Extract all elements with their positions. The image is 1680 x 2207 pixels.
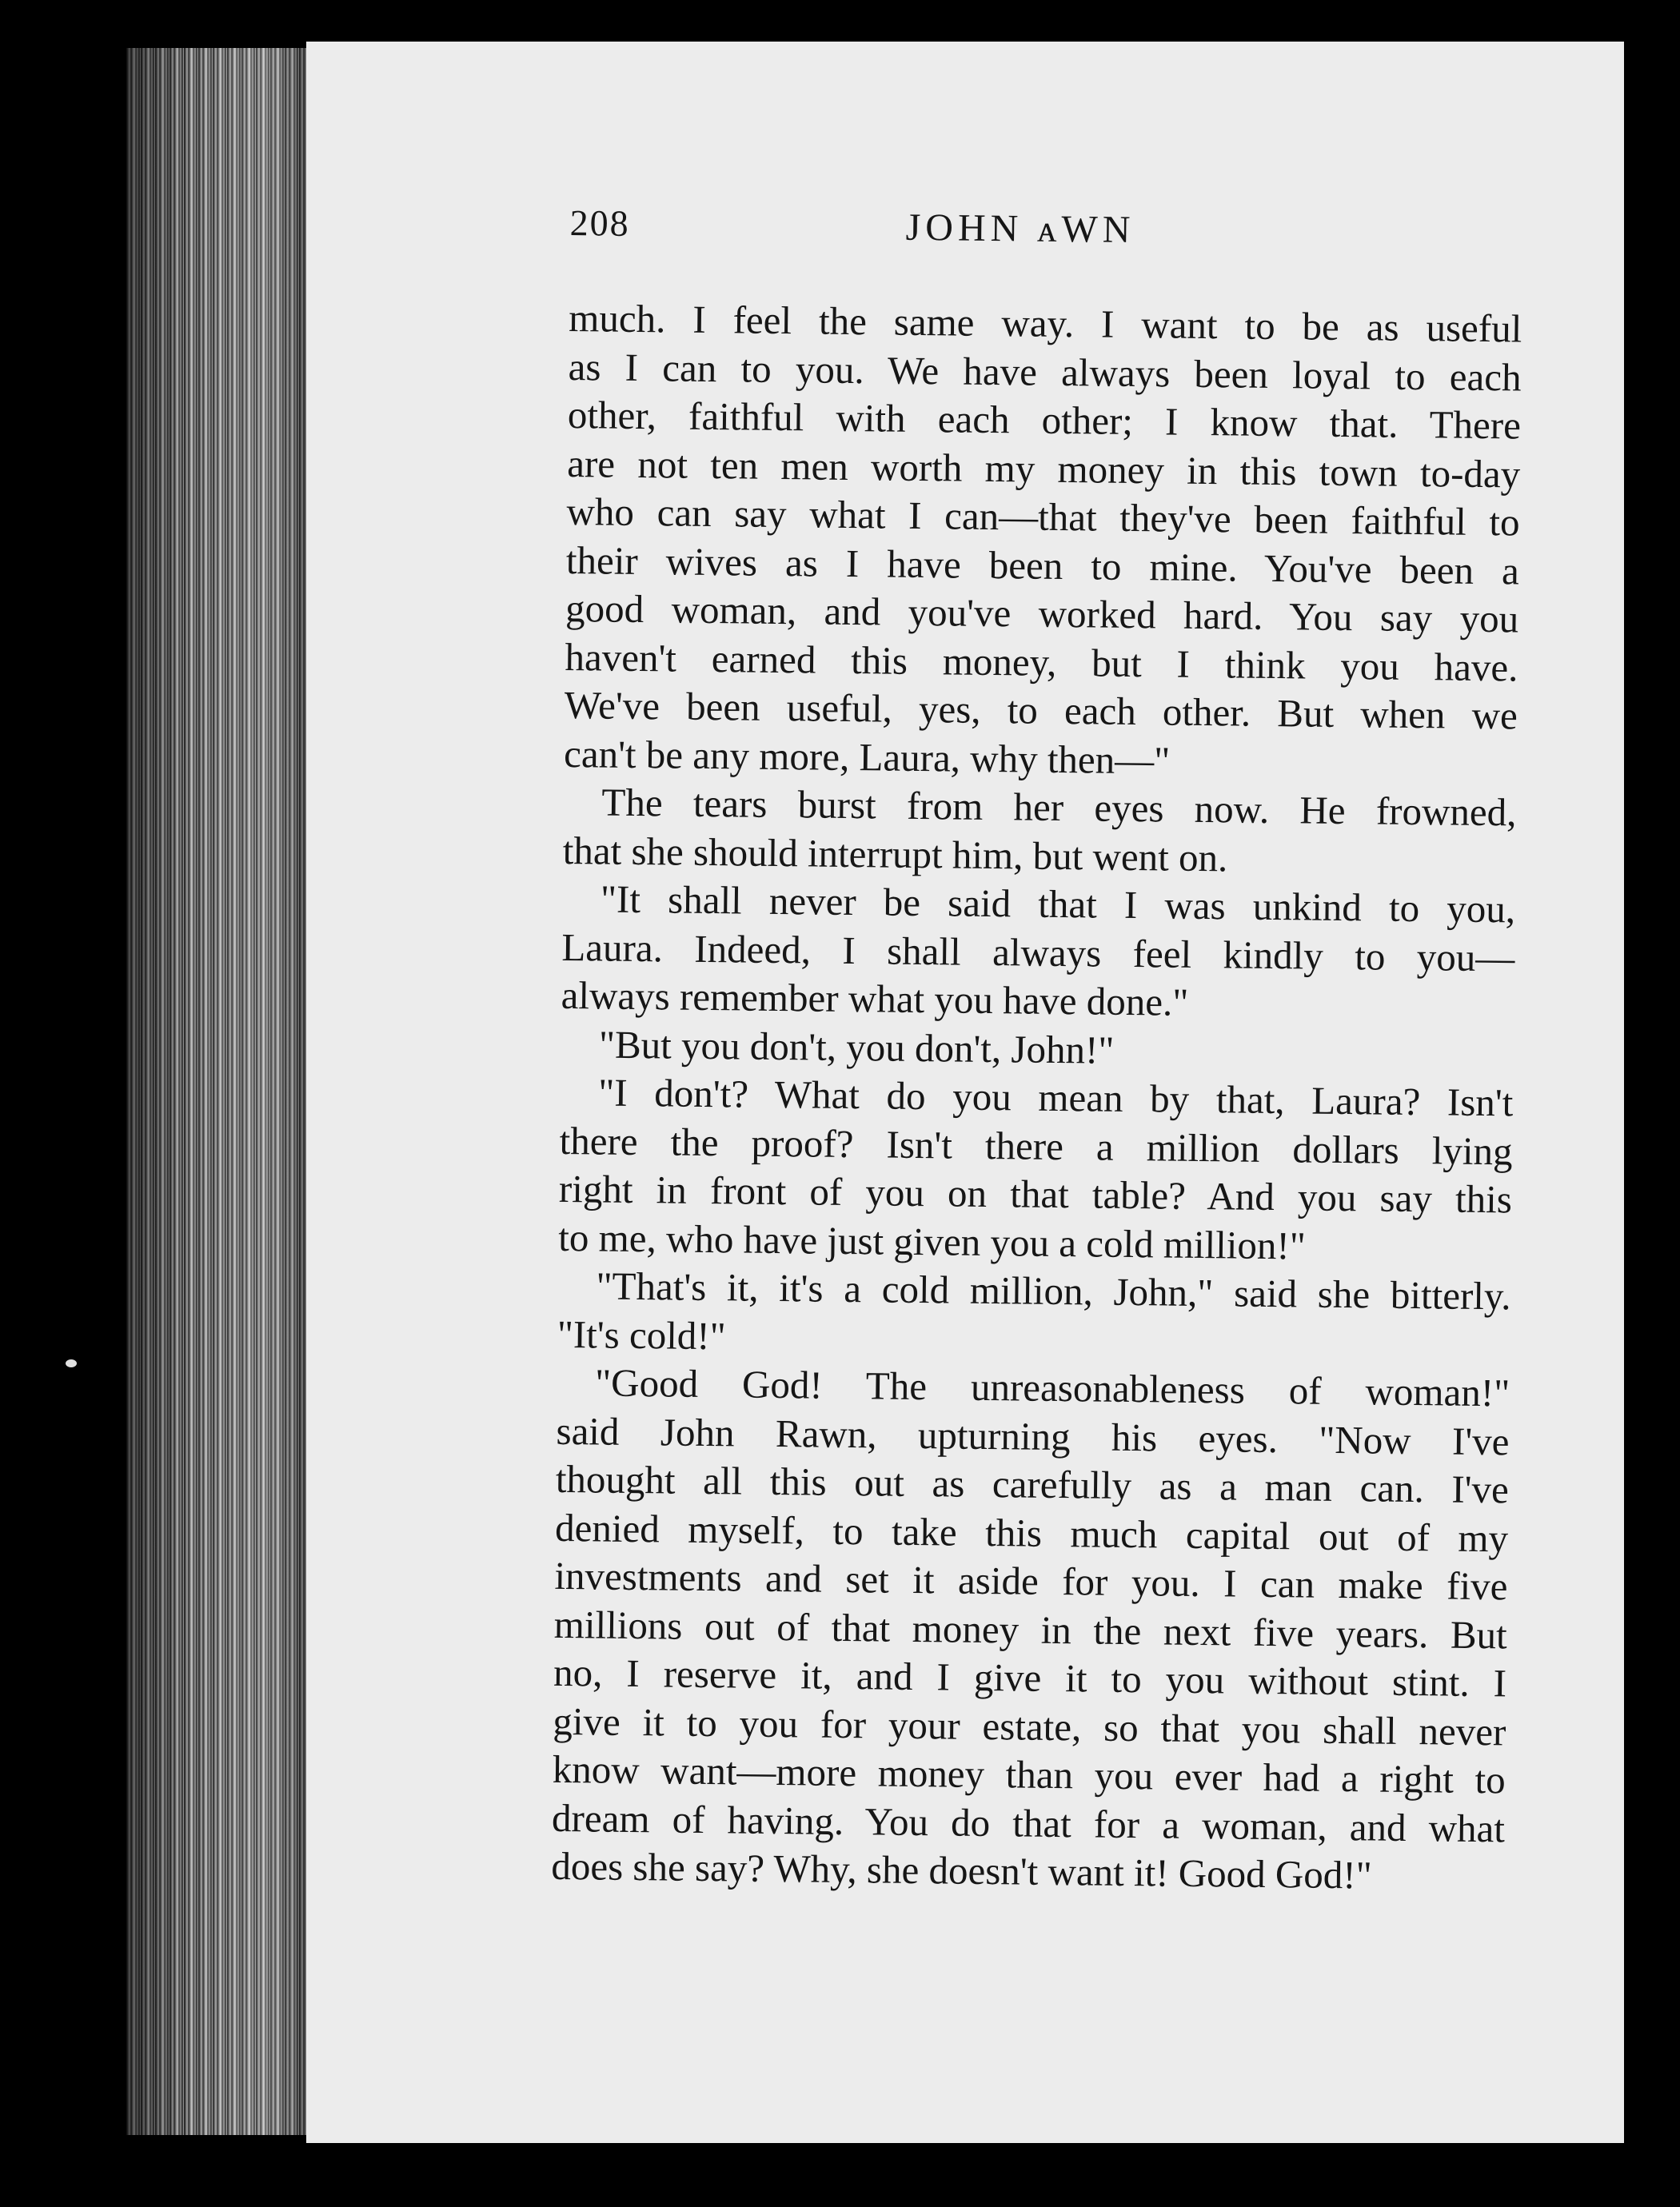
book-page-edges [126, 48, 306, 2135]
text-line: their wives as I have been to mine. You've been a [565, 537, 1520, 593]
paragraph [557, 1262, 1511, 1370]
paragraph [564, 294, 1522, 788]
paragraph [561, 875, 1515, 1031]
text-line: investments and set it aside for you. I can make five [554, 1553, 1508, 1609]
text-line: give it to you for your estate, so that you shall never [553, 1698, 1506, 1754]
text-line: as I can to you. We have always been loyal to each [568, 344, 1522, 400]
paragraph [551, 1359, 1510, 1902]
text-line: "But you don't, you don't, John!" [598, 1021, 1115, 1072]
text-line: always remember what you have done." [561, 972, 1189, 1024]
text-line: know want—more money than you ever had a right to [552, 1746, 1506, 1802]
text-line: can't be any more, Laura, why then—" [563, 731, 1171, 783]
page-content [551, 202, 1523, 1902]
text-line: does she say? Why, she doesn't want it! Good God!" [551, 1843, 1372, 1898]
text-line: "I don't? What do you mean by that, Laura? Isn't [598, 1070, 1514, 1125]
text-line: thought all this out as carefully as a man can. I've [555, 1456, 1510, 1512]
text-line: Laura. Indeed, I shall always feel kindly to you— [561, 924, 1515, 980]
text-line: are not ten men worth my money in this town to-day [566, 441, 1521, 496]
text-line: much. I feel the same way. I want to be as useful [569, 295, 1522, 351]
text-line: who can say what I can—that they've been faithful to [566, 489, 1520, 545]
text-line: The tears burst from her eyes now. He frowned, [601, 780, 1517, 835]
text-line: good woman, and you've worked hard. You say you [565, 585, 1519, 641]
text-line: millions out of that money in the next five years. But [553, 1602, 1508, 1657]
text-line: there the proof? Isn't there a million dollars lying [559, 1118, 1513, 1173]
paragraph [562, 778, 1516, 886]
paragraph [558, 1068, 1514, 1273]
running-title: JOHN ᴀWN [905, 206, 1135, 252]
page-header [569, 202, 1523, 293]
text-line: "It's cold!" [557, 1311, 727, 1358]
text-line: to me, who have just given you a cold million!" [557, 1215, 1307, 1268]
text-line: dream of having. You do that for a woman, and what [551, 1795, 1506, 1850]
text-line: "That's it, it's a cold million, John," said she bitterly. [596, 1263, 1511, 1319]
text-line: We've been useful, yes, to each other. But when we [564, 682, 1518, 738]
body-text [551, 294, 1522, 1902]
text-line: "It shall never be said that I was unkind to you, [600, 876, 1516, 932]
page-number: 208 [569, 202, 630, 244]
book-page [306, 42, 1624, 2143]
text-line: other, faithful with each other; I know that. There [567, 392, 1522, 448]
text-line: said John Rawn, upturning his eyes. "Now I've [556, 1408, 1510, 1463]
text-line: "Good God! The unreasonableness of woman!" [594, 1360, 1510, 1415]
text-line: denied myself, to take this much capital out of my [554, 1505, 1509, 1560]
text-line: no, I reserve it, and I give it to you without stint. I [553, 1650, 1507, 1706]
text-line: right in front of you on that table? And you say this [558, 1166, 1513, 1222]
text-line: haven't earned this money, but I think you have. [565, 634, 1518, 689]
text-line: that she should interrupt him, but went on. [562, 828, 1228, 880]
scan-speck [66, 1359, 77, 1367]
